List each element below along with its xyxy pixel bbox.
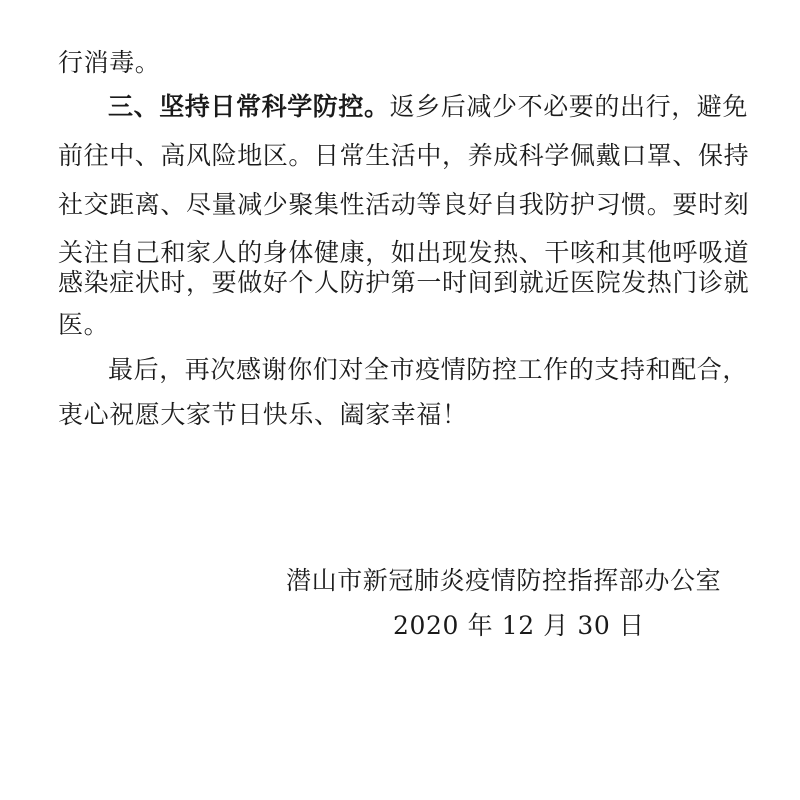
section-3-text: 返乡后减少不必要的出行，避免 [389,92,749,121]
closing-paragraph-line: 最后，再次感谢你们对全市疫情防控工作的支持和配合， [108,355,749,384]
section-3-first-line [108,92,798,122]
signature-date: 2020 年 12 月 30 日 [393,611,645,640]
paragraph-line: 社交距离、尽量减少聚集性活动等良好自我防护习惯。要时刻 [58,190,750,219]
paragraph-line: 感染症状时，要做好个人防护第一时间到就近医院发热门诊就 [58,268,750,297]
signature-organization: 潜山市新冠肺炎疫情防控指挥部办公室 [286,566,722,595]
paragraph-line: 前往中、高风险地区。日常生活中，养成科学佩戴口罩、保持 [58,141,750,170]
paragraph-line: 医。 [58,310,110,339]
section-3-heading: 三、坚持日常科学防控。 [108,92,390,121]
paragraph-line: 行消毒。 [58,48,161,77]
paragraph-line: 关注自己和家人的身体健康，如出现发热、干咳和其他呼吸道 [58,238,750,267]
closing-paragraph-line: 衷心祝愿大家节日快乐、阖家幸福！ [58,400,468,429]
